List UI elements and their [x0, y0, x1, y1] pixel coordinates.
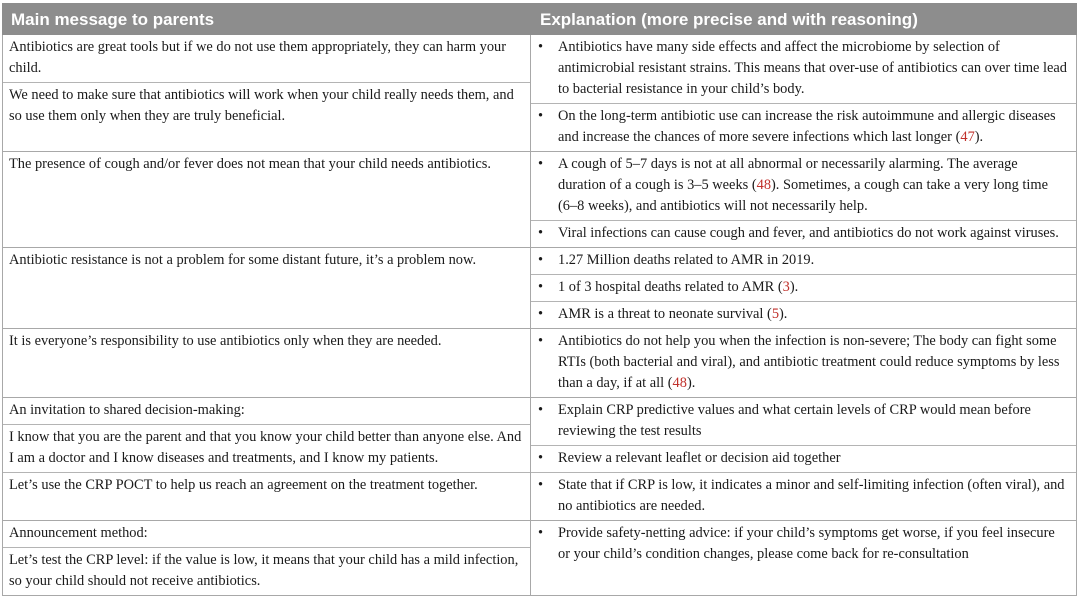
- explanation-text-tail: ). Sometimes, a cough can take a very long time (6–8 weeks), and antibiotics will not necessarily help.: [558, 177, 1048, 214]
- explanation-item: [531, 152, 1076, 220]
- explanation-text: 1 of 3 hospital deaths related to AMR (: [558, 279, 783, 295]
- explanation-list: [531, 398, 1076, 520]
- explanation-text: State that if CRP is low, it indicates a minor and self-limiting infection (often viral), and no antibiotics are needed.: [558, 477, 1065, 514]
- bullet-marker: •: [538, 279, 544, 295]
- explanation-cell: [531, 521, 1077, 596]
- explanation-text: 1.27 Million deaths related to AMR in 2019.: [558, 252, 815, 268]
- explanation-cell: [531, 329, 1077, 398]
- explanation-list: [531, 248, 1076, 328]
- explanation-item: [531, 472, 1076, 520]
- main-message-cell: [3, 152, 531, 248]
- explanation-cell: [531, 35, 1077, 152]
- explanation-cell: [531, 152, 1077, 248]
- header-main-message: Main message to parents: [3, 4, 531, 35]
- explanation-text: Antibiotics do not help you when the infection is non-severe; The body can fight some RTIs (both bacterial and viral), and antibiotic treatment could reduce symptoms by less than a day, if at all (: [558, 333, 1060, 391]
- explanation-text: A cough of 5–7 days is not at all abnormal or necessarily alarming. The average duration of a cough is 3–5 weeks (: [558, 156, 1018, 193]
- explanation-list: [531, 329, 1076, 397]
- explanation-text-tail: ).: [686, 375, 696, 391]
- explanation-item: [531, 35, 1076, 103]
- explanation-item: [531, 329, 1076, 397]
- table-row: [3, 248, 1077, 329]
- main-message-cell: [3, 248, 531, 329]
- explanation-item: [531, 103, 1076, 151]
- main-message-paragraph: Let’s use the CRP POCT to help us reach an agreement on the treatment together.: [3, 472, 530, 499]
- main-message-cell: [3, 329, 531, 398]
- reference-number: 47: [960, 129, 975, 145]
- bullet-marker: •: [538, 39, 544, 55]
- bullet-marker: •: [538, 156, 544, 172]
- bullet-marker: •: [538, 402, 544, 418]
- bullet-marker: •: [538, 306, 544, 322]
- explanation-text-tail: ).: [789, 279, 799, 295]
- parent-communication-table: [2, 3, 1077, 596]
- explanation-item: [531, 445, 1076, 472]
- explanation-text: Review a relevant leaflet or decision aid together: [558, 450, 841, 466]
- explanation-text: Antibiotics have many side effects and affect the microbiome by selection of antimicrobial resistant strains. This means that over-use of antibiotics can over time lead to bacterial resistance in your child’s body.: [558, 39, 1067, 97]
- explanation-cell: [531, 398, 1077, 521]
- explanation-item: [531, 274, 1076, 301]
- reference-number: 3: [782, 279, 790, 295]
- main-message-paragraph: Announcement method:: [9, 525, 148, 541]
- explanation-text-tail: ).: [974, 129, 984, 145]
- reference-number: 48: [756, 177, 772, 193]
- main-message-paragraph: I know that you are the parent and that you know your child better than anyone else. And I am a doctor and I know diseases and treatments, and I know my patients.: [3, 424, 530, 472]
- bullet-marker: •: [538, 108, 544, 124]
- explanation-item: [531, 220, 1076, 247]
- explanation-item: [531, 301, 1076, 328]
- table-body: [3, 35, 1077, 596]
- bullet-marker: •: [538, 450, 544, 466]
- table-row: [3, 521, 1077, 596]
- bullet-marker: •: [538, 525, 544, 541]
- main-message-cell: [3, 521, 531, 596]
- main-message-cell: [3, 398, 531, 521]
- explanation-text: Explain CRP predictive values and what certain levels of CRP would mean before reviewing the test results: [558, 402, 1031, 439]
- reference-number: 5: [771, 306, 780, 322]
- explanation-text: AMR is a threat to neonate survival (: [558, 306, 772, 322]
- header-explanation: Explanation (more precise and with reasoning): [531, 4, 1077, 35]
- explanation-item: [531, 398, 1076, 445]
- table-header-row: [3, 4, 1077, 35]
- bullet-marker: •: [538, 333, 544, 349]
- main-message-paragraph: Antibiotics are great tools but if we do not use them appropriately, they can harm your child.: [9, 39, 507, 76]
- bullet-marker: •: [538, 477, 544, 493]
- reference-number: 48: [672, 375, 687, 391]
- explanation-text: On the long-term antibiotic use can increase the risk autoimmune and allergic diseases and increase the chances of more severe infections which last longer (: [558, 108, 1056, 145]
- table-row: [3, 35, 1077, 152]
- table-row: [3, 152, 1077, 248]
- bullet-marker: •: [538, 225, 544, 241]
- main-message-paragraph: An invitation to shared decision-making:: [9, 402, 245, 418]
- bullet-marker: •: [538, 252, 544, 268]
- explanation-text: Viral infections can cause cough and fever, and antibiotics do not work against viruses.: [558, 225, 1059, 241]
- explanation-item: [531, 248, 1076, 274]
- explanation-text-tail: ).: [779, 306, 788, 322]
- explanation-list: [531, 35, 1076, 151]
- main-message-paragraph: Antibiotic resistance is not a problem for some distant future, it’s a problem now.: [9, 252, 477, 268]
- explanation-item: [531, 521, 1076, 568]
- table-row: [3, 398, 1077, 521]
- main-message-paragraph: The presence of cough and/or fever does not mean that your child needs antibiotics.: [9, 156, 491, 172]
- main-message-paragraph: We need to make sure that antibiotics will work when your child really needs them, and so use them only when they are truly beneficial.: [3, 82, 530, 130]
- explanation-text: Provide safety-netting advice: if your child’s symptoms get worse, if you feel insecure or your child’s condition changes, please come back for re-consultation: [558, 525, 1055, 562]
- main-message-paragraph: It is everyone’s responsibility to use antibiotics only when they are needed.: [9, 333, 442, 349]
- explanation-list: [531, 152, 1076, 247]
- table-row: [3, 329, 1077, 398]
- explanation-list: [531, 521, 1076, 568]
- main-message-paragraph: Let’s test the CRP level: if the value is low, it means that your child has a mild infection, so your child should not receive antibiotics.: [3, 547, 530, 595]
- explanation-cell: [531, 248, 1077, 329]
- main-message-cell: [3, 35, 531, 152]
